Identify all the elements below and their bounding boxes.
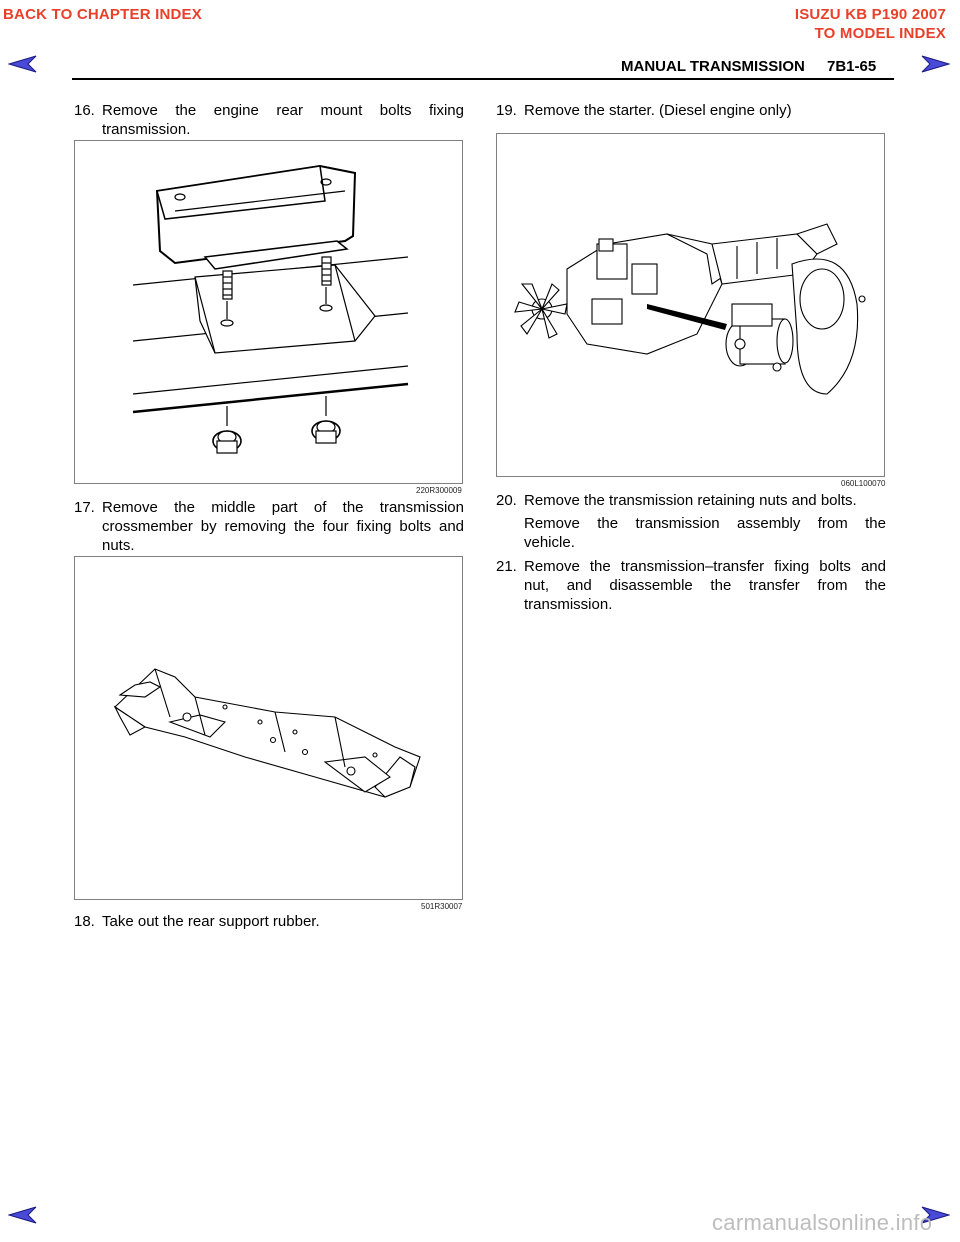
step-number: 16. [74, 102, 95, 119]
figure-code: 060L100070 [841, 479, 886, 488]
figure-code: 501R30007 [421, 902, 463, 911]
step-text: Remove the middle part of the transmission [102, 499, 464, 516]
step-text: Remove the engine rear mount bolts fixing [102, 102, 464, 119]
model-title-link[interactable]: ISUZU KB P190 2007 [794, 6, 946, 23]
footer-prev-page-button[interactable] [8, 1206, 38, 1224]
step-text-cont: nuts. [102, 537, 135, 554]
step-number: 20. [496, 492, 517, 509]
step-17 [74, 498, 464, 558]
step-text: Remove the transmission retaining nuts and bolts. [524, 492, 857, 509]
crossmember-illustration [75, 557, 462, 899]
figure-crossmember [74, 556, 463, 900]
figure-engine-mount [74, 140, 463, 484]
back-to-chapter-index-link[interactable]: BACK TO CHAPTER INDEX [3, 6, 202, 23]
step-16 [74, 101, 464, 141]
next-page-button[interactable] [920, 55, 950, 73]
step-text-cont: nut, and disassemble the transfer from the [524, 577, 886, 594]
step-number: 17. [74, 499, 95, 516]
starter-illustration [497, 134, 884, 476]
section-title: MANUAL TRANSMISSION [621, 58, 805, 75]
figure-starter [496, 133, 885, 477]
step-subtext-cont: vehicle. [524, 534, 575, 551]
engine-mount-illustration [75, 141, 462, 483]
header-divider [72, 78, 894, 80]
left-arrow-icon [8, 55, 38, 73]
step-text: Take out the rear support rubber. [102, 913, 320, 930]
step-text: Remove the transmission–transfer fixing bolts and [524, 558, 886, 575]
step-text-cont: crossmember by removing the four fixing bolts and [102, 518, 464, 535]
step-18 [74, 912, 464, 932]
figure-code: 220R300009 [416, 486, 462, 495]
watermark: carmanualsonline.info [712, 1210, 933, 1235]
page-number: 7B1-65 [827, 58, 877, 75]
step-number: 18. [74, 913, 95, 930]
left-arrow-icon [8, 1206, 38, 1224]
to-model-index-link[interactable]: TO MODEL INDEX [814, 25, 946, 42]
step-21 [496, 557, 888, 617]
step-text-cont: transmission. [524, 596, 613, 613]
step-text-cont: transmission. [102, 121, 191, 138]
step-text: Remove the starter. (Diesel engine only) [524, 102, 792, 119]
prev-page-button[interactable] [8, 55, 38, 73]
step-number: 19. [496, 102, 517, 119]
step-subtext: Remove the transmission assembly from the [524, 515, 886, 532]
step-19 [496, 101, 888, 121]
step-number: 21. [496, 558, 517, 575]
right-arrow-icon [920, 55, 950, 73]
